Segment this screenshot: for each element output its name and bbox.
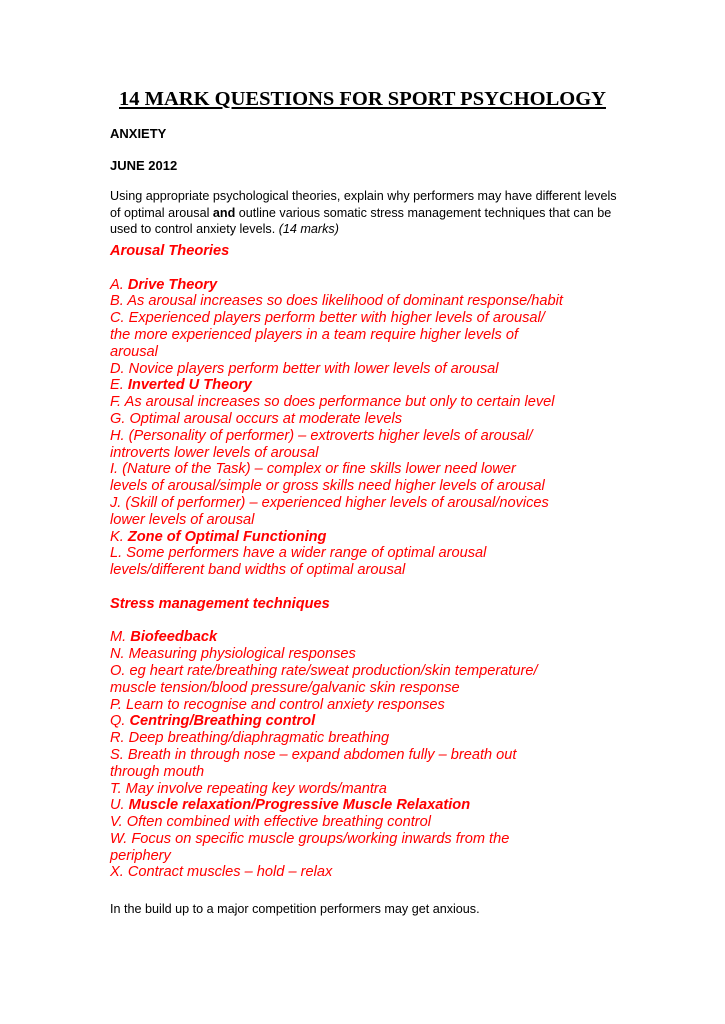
answer-text: L. Some performers have a wider range of optimal arousal [110, 545, 487, 562]
answer-subheading: Biofeedback [130, 629, 218, 646]
answer-text: D. Novice players perform better with lower levels of arousal [110, 360, 499, 377]
topic-heading: ANXIETY [110, 126, 167, 141]
answer-line [110, 277, 610, 294]
answer-text: B. As arousal increases so does likelihood of dominant response/habit [110, 293, 563, 310]
answer-text: through mouth [110, 763, 205, 780]
answer-line [110, 663, 610, 680]
answer-line [110, 713, 610, 730]
page-title: 14 MARK QUESTIONS FOR SPORT PSYCHOLOGY [119, 88, 606, 110]
answer-letter: Q. [110, 713, 130, 730]
answer-subheading: Centring/Breathing control [129, 713, 316, 730]
answer-subheading: Inverted U Theory [127, 377, 252, 394]
answer-text: G. Optimal arousal occurs at moderate levels [110, 410, 402, 427]
answer-line [110, 478, 610, 495]
answer-text: W. Focus on specific muscle groups/working inwards from the [110, 830, 510, 847]
question-text [110, 188, 620, 238]
answer-letter: M. [110, 629, 131, 646]
exam-heading: JUNE 2012 [110, 158, 178, 173]
answer-subheading: Muscle relaxation/Progressive Muscle Relaxation [128, 797, 471, 814]
answer-text: T. May involve repeating key words/mantra [110, 780, 387, 797]
answer-text: C. Experienced players perform better with higher levels of arousal/ [110, 310, 545, 327]
answer-text: X. Contract muscles – hold – relax [110, 864, 333, 881]
answer-line [110, 327, 610, 344]
answer-text: levels/different band widths of optimal arousal [110, 562, 406, 579]
section-arousal-lines [110, 277, 610, 579]
answer-line [110, 831, 610, 848]
answer-letter: A. [110, 276, 128, 293]
answer-line [110, 747, 610, 764]
answer-line [110, 310, 610, 327]
spacer [110, 613, 610, 630]
answer-line [110, 797, 610, 814]
answer-line [110, 512, 610, 529]
answer-line [110, 781, 610, 798]
answer-text: N. Measuring physiological responses [110, 646, 356, 663]
question-marks: (14 marks) [278, 222, 339, 236]
answer-letter: E. [110, 377, 128, 394]
answer-line [110, 680, 610, 697]
answer-line [110, 764, 610, 781]
answer-text: muscle tension/blood pressure/galvanic skin response [110, 679, 460, 696]
answer-text: O. eg heart rate/breathing rate/sweat production/skin temperature/ [110, 662, 538, 679]
answer-line [110, 629, 610, 646]
section-stress-lines [110, 629, 610, 881]
answer-line [110, 730, 610, 747]
answer-text: lower levels of arousal [110, 511, 255, 528]
answer-text: I. (Nature of the Task) – complex or fine skills lower need lower [110, 461, 516, 478]
question-part2: outline various somatic stress management techniques that can be used to control anxiety levels. [110, 205, 612, 236]
answer-line [110, 394, 610, 411]
answer-text: introverts lower levels of arousal [110, 444, 319, 461]
answer-line [110, 529, 610, 546]
answer-text: J. (Skill of performer) – experienced higher levels of arousal/novices [110, 494, 549, 511]
answer-line [110, 864, 610, 881]
section-heading-arousal: Arousal Theories [110, 243, 230, 259]
answer-text: H. (Personality of performer) – extroverts higher levels of arousal/ [110, 427, 533, 444]
mark-scheme [110, 243, 610, 881]
answer-text: F. As arousal increases so does performance but only to certain level [110, 394, 555, 411]
footer-text: In the build up to a major competition performers may get anxious. [110, 902, 480, 916]
answer-line [110, 344, 610, 361]
answer-text: P. Learn to recognise and control anxiety responses [110, 696, 445, 713]
answer-line [110, 377, 610, 394]
answer-text: S. Breath in through nose – expand abdomen fully – breath out [110, 746, 517, 763]
answer-line [110, 495, 610, 512]
answer-text: levels of arousal/simple or gross skills need higher levels of arousal [110, 478, 545, 495]
answer-line [110, 697, 610, 714]
answer-line [110, 848, 610, 865]
answer-line [110, 545, 610, 562]
answer-letter: U. [110, 797, 129, 814]
answer-subheading: Zone of Optimal Functioning [127, 528, 327, 545]
answer-text: V. Often combined with effective breathing control [110, 814, 431, 831]
answer-line [110, 646, 610, 663]
section-heading-stress: Stress management techniques [110, 595, 330, 612]
spacer [110, 579, 610, 596]
answer-text: periphery [110, 847, 171, 864]
spacer [110, 260, 610, 277]
answer-text: arousal [110, 343, 158, 360]
answer-line [110, 562, 610, 579]
answer-line [110, 293, 610, 310]
answer-letter: K. [110, 528, 128, 545]
answer-text: R. Deep breathing/diaphragmatic breathing [110, 730, 390, 747]
answer-line [110, 428, 610, 445]
answer-line [110, 411, 610, 428]
answer-line [110, 461, 610, 478]
answer-line [110, 814, 610, 831]
question-part1: Using appropriate psychological theories, explain why performers may have different levels of optimal arousal [110, 189, 617, 220]
answer-subheading: Drive Theory [127, 276, 218, 293]
question-and: and [212, 205, 236, 220]
answer-line [110, 361, 610, 378]
answer-text: the more experienced players in a team require higher levels of [110, 326, 519, 343]
answer-line [110, 445, 610, 462]
